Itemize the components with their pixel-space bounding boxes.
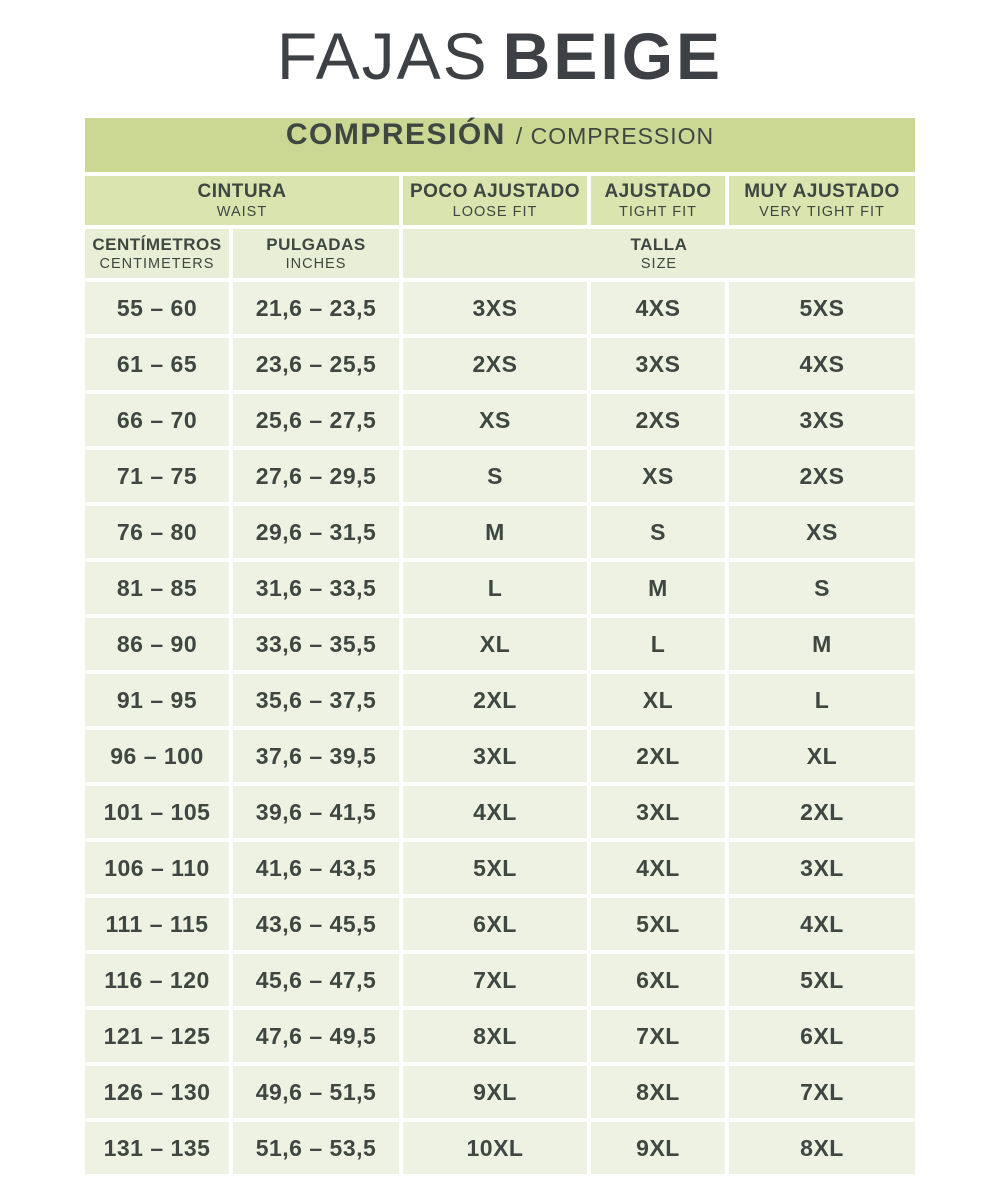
- subheader-centimeters-es: CENTÍMETROS: [92, 235, 222, 254]
- waist-cm-cell: 76 – 80: [85, 506, 229, 558]
- waist-in-cell: 23,6 – 25,5: [233, 338, 399, 390]
- very-tight-fit-size-cell: 3XL: [729, 842, 915, 894]
- very-tight-fit-size-cell: 2XS: [729, 450, 915, 502]
- very-tight-fit-size-cell: 3XS: [729, 394, 915, 446]
- waist-cm-cell: 96 – 100: [85, 730, 229, 782]
- loose-fit-size-cell: 2XS: [403, 338, 587, 390]
- column-header-tight-fit-en: TIGHT FIT: [618, 204, 697, 220]
- loose-fit-size-cell: M: [403, 506, 587, 558]
- very-tight-fit-size-cell: 2XL: [729, 786, 915, 838]
- very-tight-fit-size-cell: XS: [729, 506, 915, 558]
- column-header-waist: [85, 176, 399, 225]
- waist-cm-cell: 91 – 95: [85, 674, 229, 726]
- loose-fit-size-cell: 8XL: [403, 1010, 587, 1062]
- column-header-tight-fit: [591, 176, 725, 225]
- waist-cm-cell: 101 – 105: [85, 786, 229, 838]
- subheader-inches-es: PULGADAS: [266, 235, 366, 254]
- loose-fit-size-cell: 9XL: [403, 1066, 587, 1118]
- waist-in-cell: 43,6 – 45,5: [233, 898, 399, 950]
- waist-cm-cell: 61 – 65: [85, 338, 229, 390]
- tight-fit-size-cell: 4XL: [591, 842, 725, 894]
- very-tight-fit-size-cell: 6XL: [729, 1010, 915, 1062]
- tight-fit-size-cell: 5XL: [591, 898, 725, 950]
- column-header-very-tight-fit-en: VERY TIGHT FIT: [759, 204, 885, 220]
- waist-cm-cell: 116 – 120: [85, 954, 229, 1006]
- loose-fit-size-cell: 6XL: [403, 898, 587, 950]
- very-tight-fit-size-cell: 4XL: [729, 898, 915, 950]
- waist-cm-cell: 86 – 90: [85, 618, 229, 670]
- tight-fit-size-cell: 2XL: [591, 730, 725, 782]
- tight-fit-size-cell: 7XL: [591, 1010, 725, 1062]
- subheader-size-en: SIZE: [640, 256, 678, 272]
- waist-in-cell: 21,6 – 23,5: [233, 282, 399, 334]
- column-header-loose-fit-es: POCO AJUSTADO: [409, 181, 581, 202]
- subheader-inches: [233, 229, 399, 278]
- very-tight-fit-size-cell: 4XS: [729, 338, 915, 390]
- column-header-waist-en: WAIST: [216, 204, 268, 220]
- loose-fit-size-cell: 3XL: [403, 730, 587, 782]
- column-header-very-tight-fit: [729, 176, 915, 225]
- tight-fit-size-cell: 3XL: [591, 786, 725, 838]
- tight-fit-size-cell: 3XS: [591, 338, 725, 390]
- loose-fit-size-cell: 4XL: [403, 786, 587, 838]
- tight-fit-size-cell: 8XL: [591, 1066, 725, 1118]
- waist-in-cell: 41,6 – 43,5: [233, 842, 399, 894]
- waist-in-cell: 39,6 – 41,5: [233, 786, 399, 838]
- waist-cm-cell: 126 – 130: [85, 1066, 229, 1118]
- waist-cm-cell: 106 – 110: [85, 842, 229, 894]
- loose-fit-size-cell: XS: [403, 394, 587, 446]
- waist-in-cell: 29,6 – 31,5: [233, 506, 399, 558]
- waist-in-cell: 37,6 – 39,5: [233, 730, 399, 782]
- loose-fit-size-cell: S: [403, 450, 587, 502]
- very-tight-fit-size-cell: 5XL: [729, 954, 915, 1006]
- waist-cm-cell: 111 – 115: [85, 898, 229, 950]
- loose-fit-size-cell: 5XL: [403, 842, 587, 894]
- loose-fit-size-cell: L: [403, 562, 587, 614]
- very-tight-fit-size-cell: XL: [729, 730, 915, 782]
- very-tight-fit-size-cell: 8XL: [729, 1122, 915, 1174]
- waist-cm-cell: 121 – 125: [85, 1010, 229, 1062]
- very-tight-fit-size-cell: S: [729, 562, 915, 614]
- loose-fit-size-cell: XL: [403, 618, 587, 670]
- subheader-centimeters-en: CENTIMETERS: [99, 256, 215, 272]
- subheader-inches-en: INCHES: [285, 256, 347, 272]
- page-title: [0, 14, 1000, 98]
- very-tight-fit-size-cell: L: [729, 674, 915, 726]
- subheader-size: [403, 229, 915, 278]
- column-header-loose-fit-en: LOOSE FIT: [452, 204, 538, 220]
- column-header-loose-fit: [403, 176, 587, 225]
- very-tight-fit-size-cell: M: [729, 618, 915, 670]
- compression-banner-es: COMPRESIÓN: [285, 118, 506, 151]
- waist-in-cell: 25,6 – 27,5: [233, 394, 399, 446]
- loose-fit-size-cell: 2XL: [403, 674, 587, 726]
- column-header-waist-es: CINTURA: [197, 181, 287, 202]
- very-tight-fit-size-cell: 7XL: [729, 1066, 915, 1118]
- waist-cm-cell: 66 – 70: [85, 394, 229, 446]
- waist-in-cell: 31,6 – 33,5: [233, 562, 399, 614]
- compression-banner-en: / COMPRESSION: [515, 123, 715, 149]
- subheader-centimeters: [85, 229, 229, 278]
- waist-cm-cell: 55 – 60: [85, 282, 229, 334]
- loose-fit-size-cell: 10XL: [403, 1122, 587, 1174]
- tight-fit-size-cell: S: [591, 506, 725, 558]
- tight-fit-size-cell: XL: [591, 674, 725, 726]
- column-header-tight-fit-es: AJUSTADO: [604, 181, 712, 202]
- waist-in-cell: 33,6 – 35,5: [233, 618, 399, 670]
- tight-fit-size-cell: 6XL: [591, 954, 725, 1006]
- loose-fit-size-cell: 3XS: [403, 282, 587, 334]
- tight-fit-size-cell: XS: [591, 450, 725, 502]
- loose-fit-size-cell: 7XL: [403, 954, 587, 1006]
- waist-in-cell: 27,6 – 29,5: [233, 450, 399, 502]
- waist-in-cell: 45,6 – 47,5: [233, 954, 399, 1006]
- tight-fit-size-cell: L: [591, 618, 725, 670]
- page-title-bold: BEIGE: [502, 19, 724, 93]
- tight-fit-size-cell: 4XS: [591, 282, 725, 334]
- tight-fit-size-cell: M: [591, 562, 725, 614]
- waist-cm-cell: 81 – 85: [85, 562, 229, 614]
- waist-in-cell: 47,6 – 49,5: [233, 1010, 399, 1062]
- compression-banner: [85, 118, 915, 172]
- page-title-light: FAJAS: [276, 19, 489, 93]
- very-tight-fit-size-cell: 5XS: [729, 282, 915, 334]
- waist-cm-cell: 71 – 75: [85, 450, 229, 502]
- tight-fit-size-cell: 2XS: [591, 394, 725, 446]
- waist-in-cell: 49,6 – 51,5: [233, 1066, 399, 1118]
- column-header-very-tight-fit-es: MUY AJUSTADO: [744, 181, 900, 202]
- waist-cm-cell: 131 – 135: [85, 1122, 229, 1174]
- tight-fit-size-cell: 9XL: [591, 1122, 725, 1174]
- waist-in-cell: 35,6 – 37,5: [233, 674, 399, 726]
- waist-in-cell: 51,6 – 53,5: [233, 1122, 399, 1174]
- subheader-size-es: TALLA: [630, 235, 688, 254]
- size-table: [85, 118, 915, 1174]
